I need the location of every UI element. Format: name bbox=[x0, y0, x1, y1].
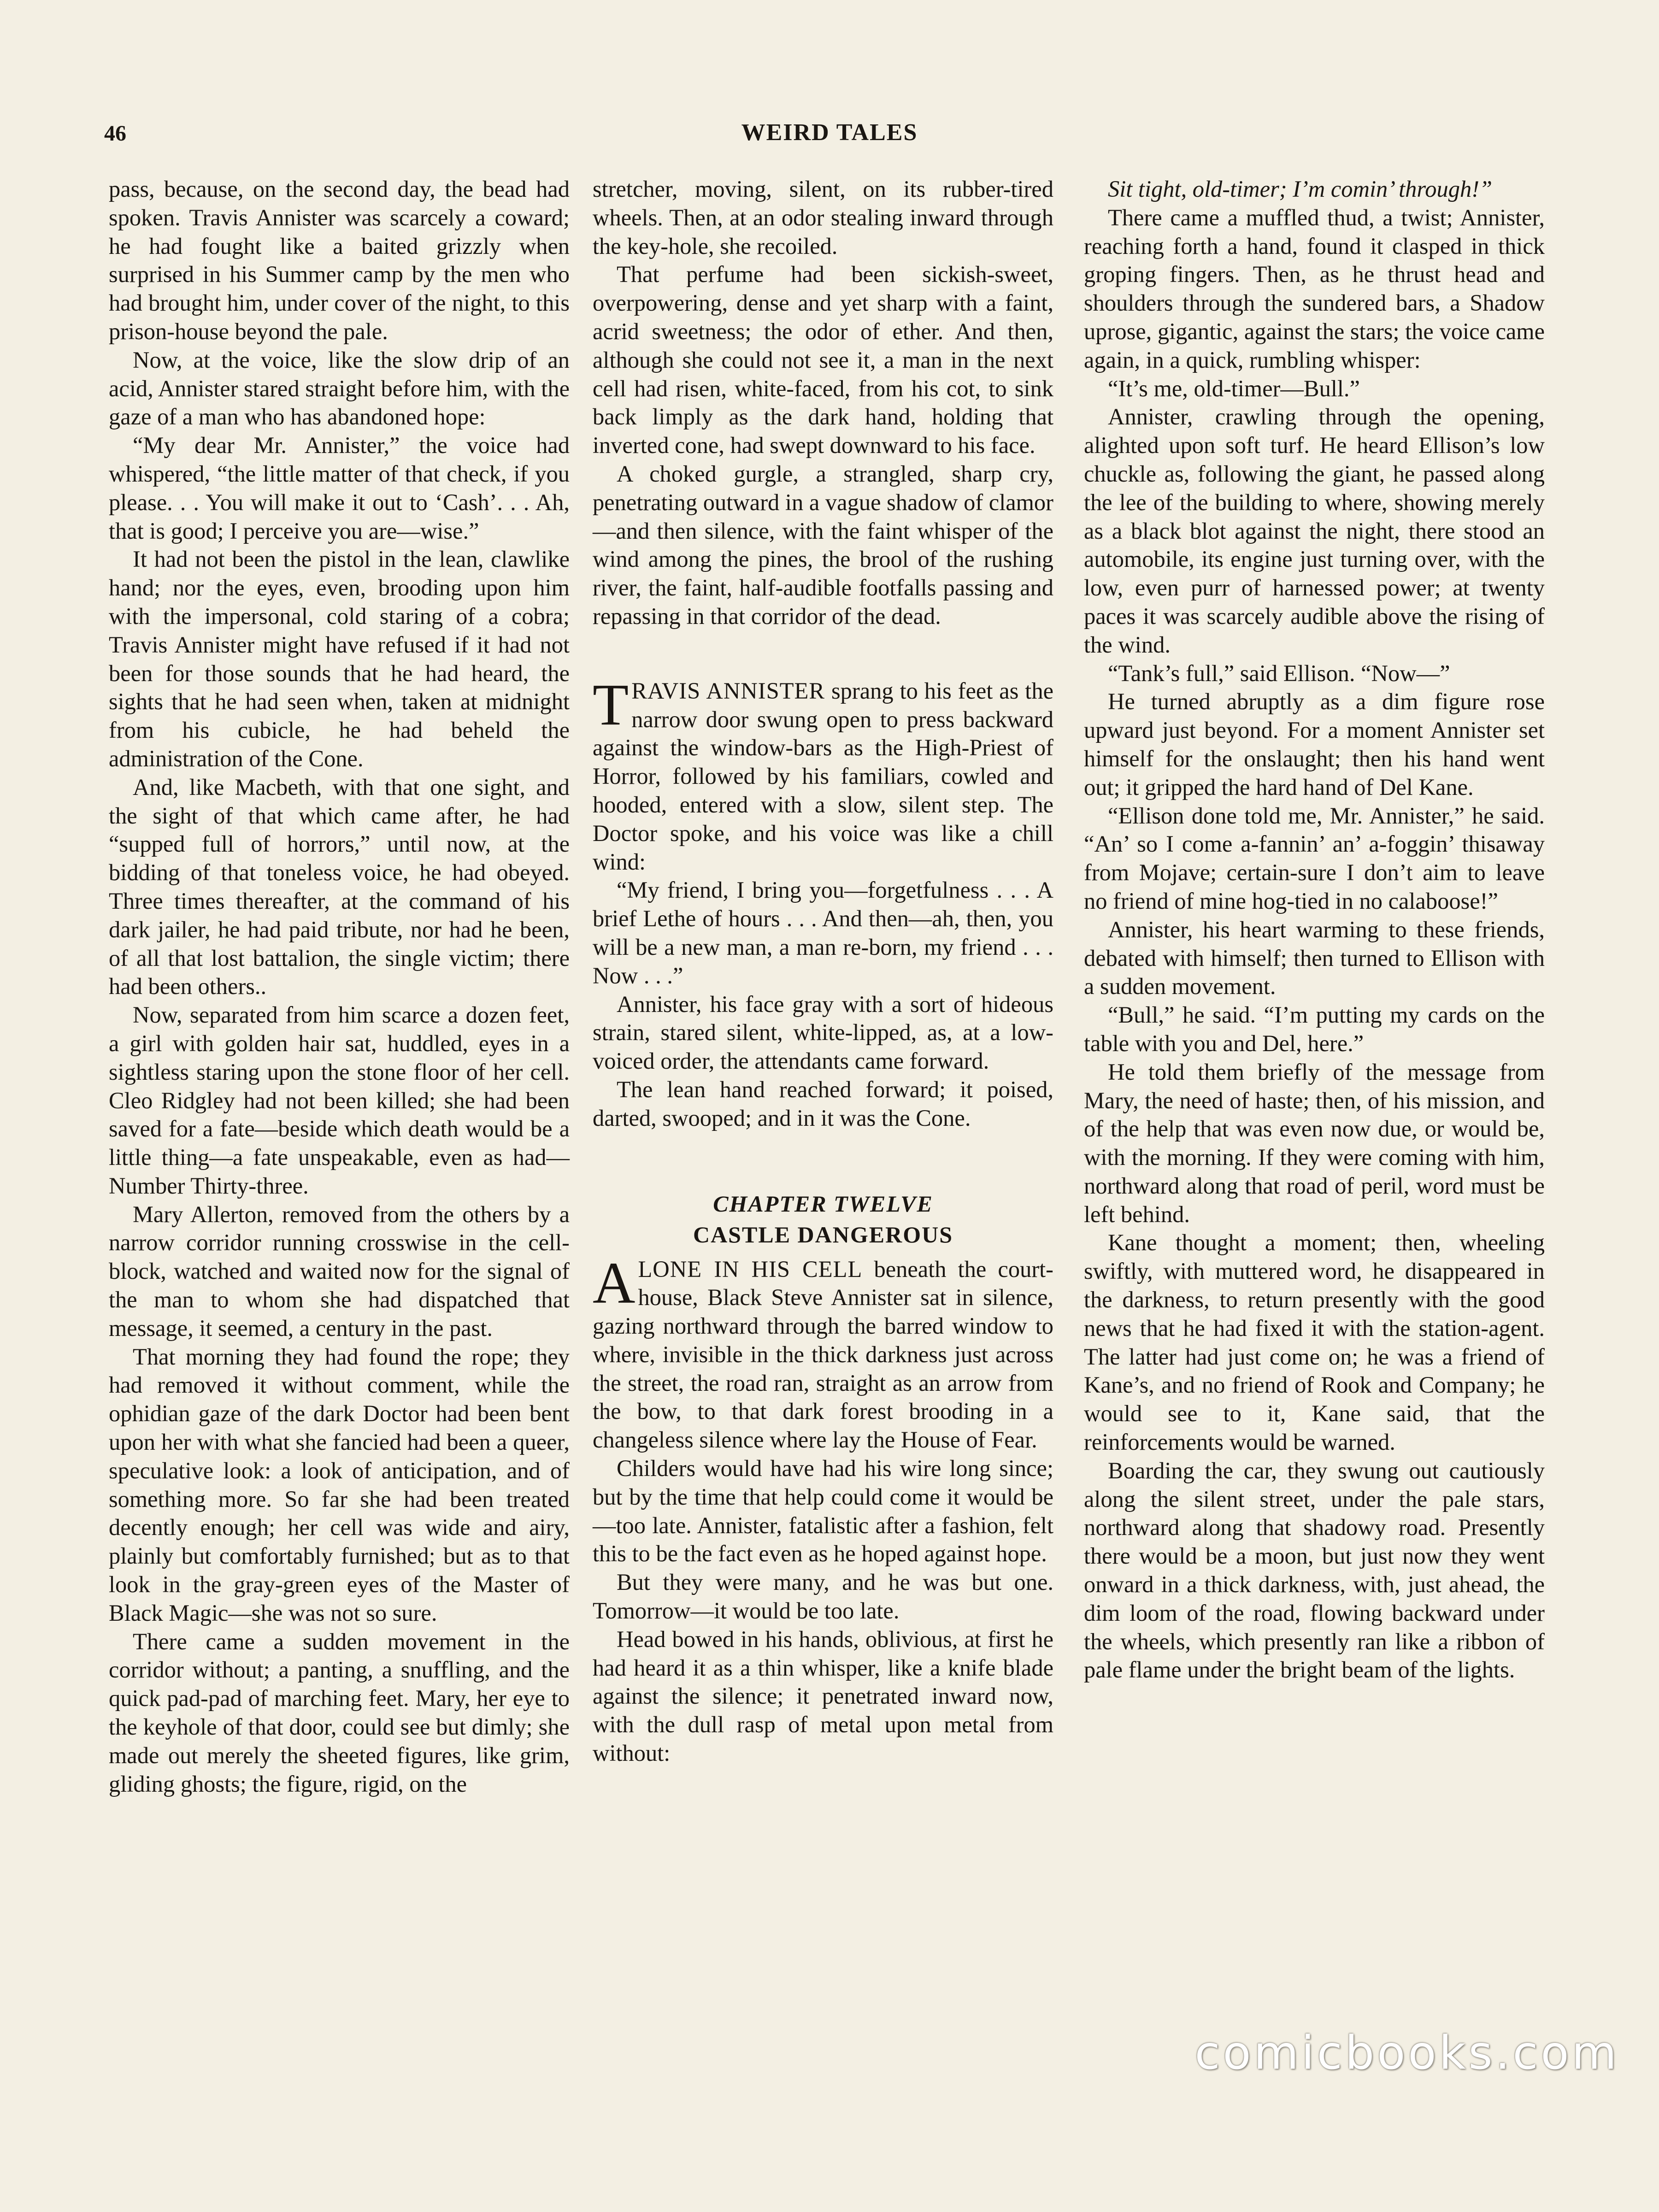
paragraph: Head bowed in his hands, oblivious, at first he had heard it as a thin whisper, like a knife blade against the silence; it penetrated inward now, with the dull rasp of metal upon metal from without: bbox=[593, 1626, 1053, 1766]
paragraph: Mary Allerton, removed from the others by a narrow corridor running crosswise in the cell-block, watched and waited now for the signal of the man to whom she had dispatched that message, it seemed, a century in the past. bbox=[109, 1201, 570, 1341]
section-break bbox=[593, 631, 1053, 677]
running-head: WEIRD TALES bbox=[741, 119, 918, 146]
chapter-subtitle: CASTLE DANGEROUS bbox=[693, 1221, 953, 1247]
section-opening-paragraph bbox=[593, 671, 1053, 877]
lead-in: LONE IN HIS CELL bbox=[638, 1256, 863, 1282]
paragraph: “Tank’s full,” said Ellison. “Now—” bbox=[1108, 660, 1450, 686]
paragraph: That morning they had found the rope; they had removed it without comment, while the ophidian gaze of the dark Doctor had been bent upon her with what she fancied had been a queer, speculative look: a look of anticipation, and of something more. So far she had been treated decently enough; her cell was wide and airy, plainly but comfortably furnished; but as to that look in the gray-green eyes of the Master of Black Magic—she was not so sure. bbox=[109, 1343, 570, 1626]
drop-cap: T bbox=[593, 671, 629, 737]
paragraph: It had not been the pistol in the lean, clawlike hand; nor the eyes, even, brooding upon him with the impersonal, cold staring of a cobra; Travis Annister might have refused if it had not been for those sounds that he had heard, the sights that he had seen when, taken at midnight from his cubicle, he had beheld the administration of the Cone. bbox=[109, 546, 570, 771]
paragraph: Annister, his heart warming to these friends, debated with himself; then turned to Ellison with a sudden movement. bbox=[1084, 916, 1545, 1000]
paragraph: Annister, crawling through the opening, alighted upon soft turf. He heard Ellison’s low chuckle as, following the giant, he passed along the lee of the building to where, showing merely as a black blot against the night, there stood an automobile, its engine just turning over, with the low, even purr of harnessed power; at twenty paces it was scarcely audible above the rising of the wind. bbox=[1084, 404, 1545, 658]
paragraph: Now, at the voice, like the slow drip of an acid, Annister stared straight before him, with the gaze of a man who has abandoned hope: bbox=[109, 347, 570, 430]
paragraph: But they were many, and he was but one. Tomorrow—it would be too late. bbox=[593, 1569, 1053, 1624]
paragraph: A choked gurgle, a strangled, sharp cry, penetrating outward in a vague shadow of clamor—and then silence, with the faint whisper of the wind among the pines, the brool of the rushing river, the faint, half-audible footfalls passing and repassing in that corridor of the dead. bbox=[593, 460, 1053, 629]
chapter-title: CHAPTER TWELVE bbox=[713, 1190, 933, 1217]
paragraph: Childers would have had his wire long since; but by the time that help could come it would be—too late. Annister, fatalistic after a fashion, felt this to be the fact even as he hoped against hope. bbox=[593, 1455, 1053, 1567]
paragraph: The lean hand reached forward; it poised, darted, swooped; and in it was the Cone. bbox=[593, 1076, 1053, 1131]
text-column-3 bbox=[1084, 175, 1545, 1684]
paragraph: “Ellison done told me, Mr. Annister,” he said. “An’ so I come a-fannin’ an’ a-foggin’ thisaway from Mojave; certain-sure I don’t aim to leave no friend of mine hog-tied in no calaboose!” bbox=[1084, 802, 1545, 914]
paragraph: “Bull,” he said. “I’m putting my cards on the table with you and Del, here.” bbox=[1084, 1002, 1545, 1056]
paragraph: Sit tight, old-timer; I’m comin’ through!” bbox=[1108, 176, 1493, 202]
paragraph: Now, separated from him scarce a dozen feet, a girl with golden hair sat, huddled, eyes in a sightless staring upon the stone floor of her cell. Cleo Ridgley had not been killed; she had been saved for a fate—beside which death would be a little thing—a fate unspeakable, even as had—Number Thirty-three. bbox=[109, 1002, 570, 1199]
page-number: 46 bbox=[104, 121, 126, 146]
paragraph: “My dear Mr. Annister,” the voice had whispered, “the little matter of that check, if you please. . . You will make it out to ‘Cash’. . . Ah, that is good; I perceive you are—wise.” bbox=[109, 432, 570, 544]
paragraph: There came a muffled thud, a twist; Annister, reaching forth a hand, found it clasped in thick groping fingers. Then, as he thrust head and shoulders through the sundered bars, a Shadow uprose, gigantic, against the stars; the voice came again, in a quick, rumbling whisper: bbox=[1084, 204, 1545, 373]
paragraph: Annister, his face gray with a sort of hideous strain, stared silent, white-lipped, as, at a low-voiced order, the attendants came forward. bbox=[593, 991, 1053, 1074]
chapter-opening-paragraph bbox=[593, 1250, 1053, 1455]
paragraph-text: beneath the court-house, Black Steve Annister sat in silence, gazing northward through the barred window to where, invisible in the thick darkness just across the street, the road ran, straight as an arrow from the bow, to that dark forest brooding in a changeless silence where lay the House of Fear. bbox=[593, 1256, 1053, 1453]
paragraph: pass, because, on the second day, the bead had spoken. Travis Annister was scarcely a coward; he had fought like a baited grizzly when surprised in his Summer camp by the men who had brought him, under cover of the night, to this prison-house beyond the pale. bbox=[109, 176, 570, 344]
paragraph: That perfume had been sickish-sweet, overpowering, dense and yet sharp with a faint, acrid sweetness; the odor of ether. And then, although she could not see it, a man in the next cell had risen, white-faced, from his cot, to sink back limply as the dark hand, holding that inverted cone, had swept downward to his face. bbox=[593, 261, 1053, 459]
paragraph: “It’s me, old-timer—Bull.” bbox=[1108, 375, 1360, 401]
paragraph: There came a sudden movement in the corridor without; a panting, a snuffling, and the quick pad-pad of marching feet. Mary, her eye to the keyhole of that door, could see but dimly; she made out merely the sheeted figures, like grim, gliding ghosts; the figure, rigid, on the bbox=[109, 1628, 570, 1797]
watermark: comicbooks.com bbox=[1194, 2026, 1619, 2080]
paragraph: Kane thought a moment; then, wheeling swiftly, with muttered word, he disappeared in the darkness, to return presently with the good news that he had fixed it with the station-agent. The latter had just come on; he was a friend of Kane’s, and no friend of Rook and Company; he would see to it, Kane said, that the reinforcements would be warned. bbox=[1084, 1230, 1545, 1455]
paragraph-text: sprang to his feet as the narrow door swung open to press backward against the window-bars as the High-Priest of Horror, followed by his familiars, cowled and hooded, entered with a slow, silent step. The Doctor spoke, and his voice was like a chill wind: bbox=[593, 677, 1053, 875]
lead-in: RAVIS ANNISTER bbox=[631, 677, 825, 704]
text-column-1 bbox=[109, 175, 570, 1798]
paragraph: “My friend, I bring you—forgetfulness . . . A brief Lethe of hours . . . And then—ah, then, you will be a new man, a man re-born, my friend . . . Now . . .” bbox=[593, 877, 1053, 988]
paragraph: He turned abruptly as a dim figure rose upward just beyond. For a moment Annister set himself for the onslaught; then his hand went out; it gripped the hard hand of Del Kane. bbox=[1084, 688, 1545, 800]
text-column-2 bbox=[593, 175, 1053, 1768]
drop-cap: A bbox=[593, 1250, 635, 1316]
paragraph: stretcher, moving, silent, on its rubber-tired wheels. Then, at an odor stealing inward through the key-hole, she recoiled. bbox=[593, 176, 1053, 259]
paragraph: And, like Macbeth, with that one sight, and the sight of that which came after, he had “supped full of horrors,” until now, at the bidding of that toneless voice, he had obeyed. Three times thereafter, at the command of his dark jailer, he had paid tribute, nor had he been, of all that lost battalion, the single victim; there had been others.. bbox=[109, 774, 570, 1000]
paragraph: He told them briefly of the message from Mary, the need of haste; then, of his mission, and of the help that was even now due, or would be, with the morning. If they were coming with him, northward along that road of peril, word must be left behind. bbox=[1084, 1059, 1545, 1227]
paragraph: Boarding the car, they swung out cautiously along the silent street, under the pale stars, northward along that shadowy road. Presently there would be a moon, but just now they went onward in a thick darkness, with, just ahead, the dim loom of the road, flowing backward under the wheels, which presently ran like a ribbon of pale flame under the bright beam of the lights. bbox=[1084, 1457, 1545, 1683]
